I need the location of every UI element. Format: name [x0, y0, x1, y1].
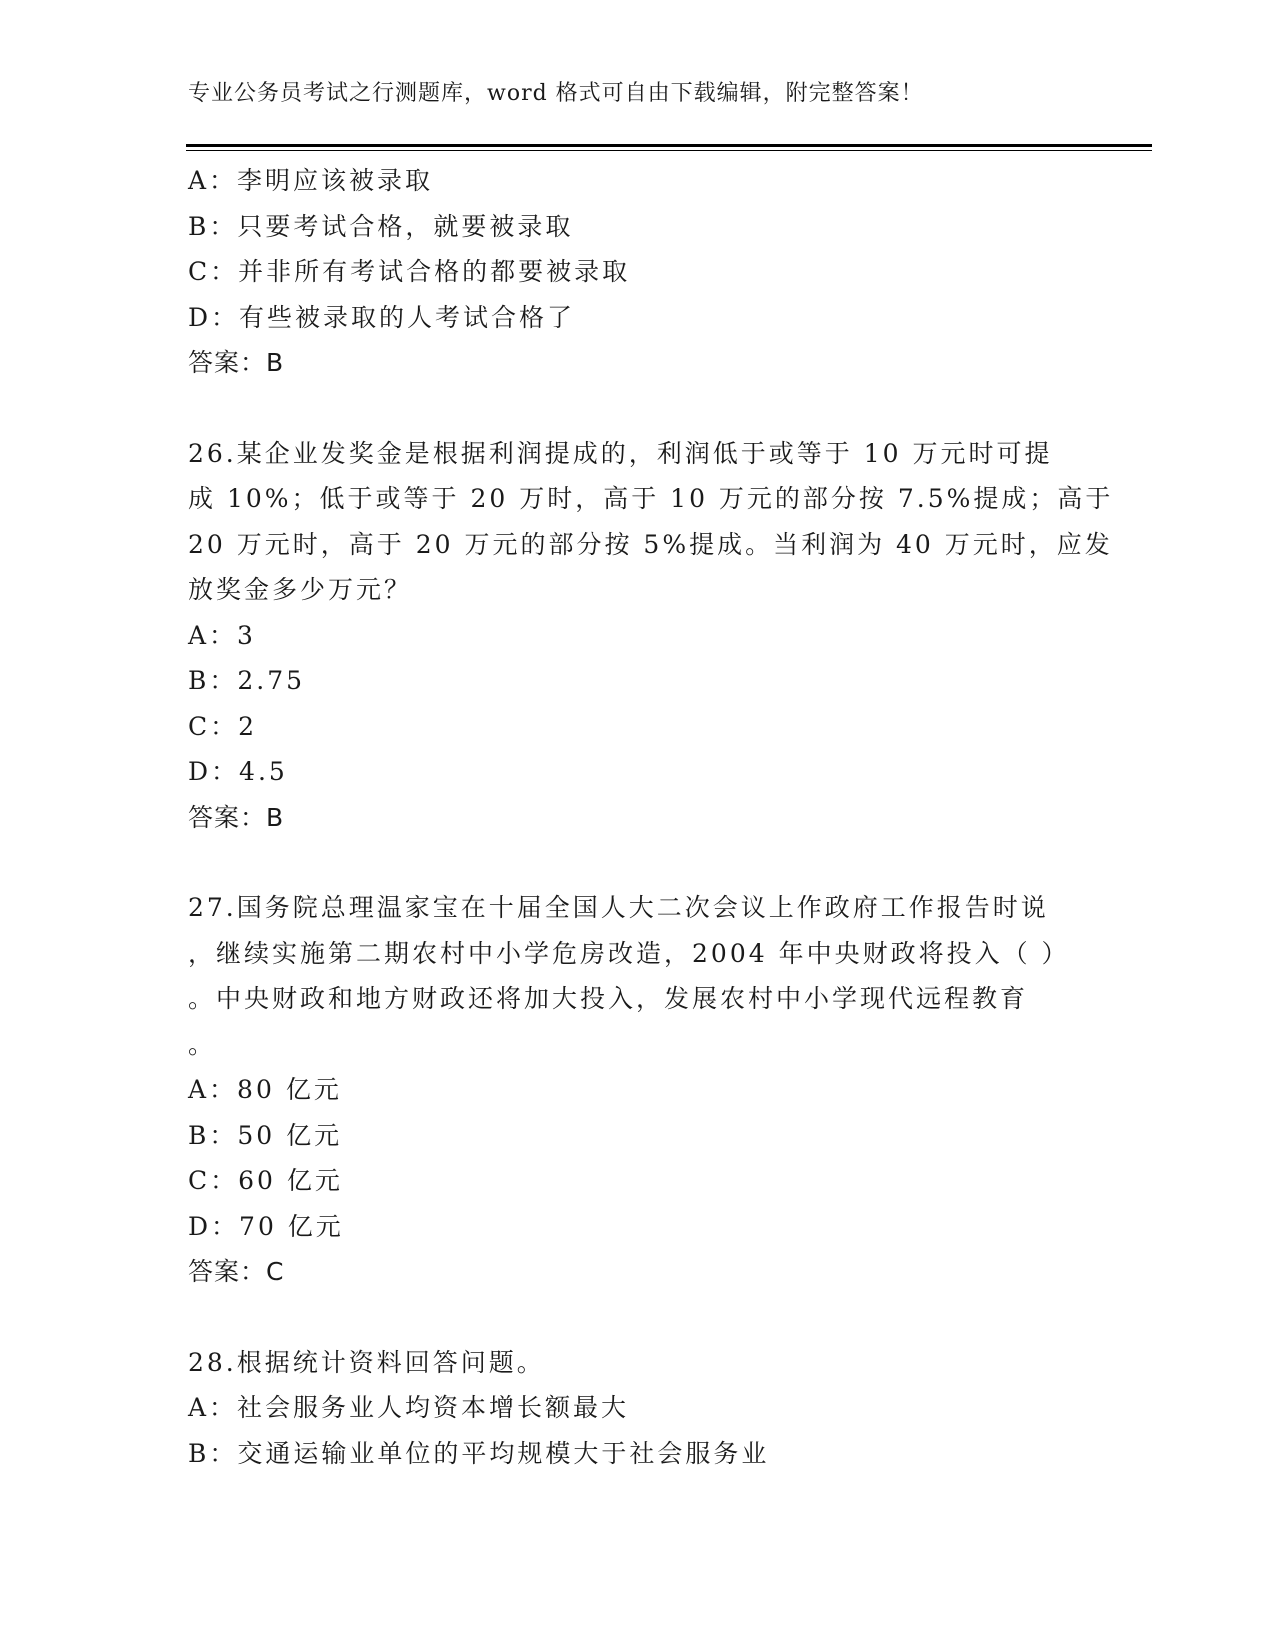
- q27-option-d: D：70 亿元: [188, 1211, 344, 1241]
- q27-stem-line-4: 。: [188, 1029, 217, 1059]
- q28-option-a: A：社会服务业人均资本增长额最大: [188, 1393, 630, 1422]
- q26-stem-line-2: 成 10%；低于或等于 20 万时，高于 10 万元的部分按 7.5%提成；高于: [188, 484, 1114, 513]
- q25-option-a: A：李明应该被录取: [188, 166, 434, 195]
- q25-block: [188, 158, 1088, 386]
- q25-option-c: C：并非所有考试合格的都要被录取: [188, 257, 631, 286]
- header-rule-thick: [186, 144, 1152, 147]
- question-content: [188, 158, 1114, 1476]
- q27-stem-line-2: ，继续实施第二期农村中小学危房改造，2004 年中央财政将投入（ ）: [188, 938, 1070, 968]
- q27-stem-line-3: 。中央财政和地方财政还将加大投入，发展农村中小学现代远程教育: [188, 984, 1029, 1013]
- q28-block: [188, 1340, 1088, 1477]
- q28-stem-line-1: 28.根据统计资料回答问题。: [188, 1347, 545, 1377]
- q26-option-b: B：2.75: [188, 666, 306, 695]
- page-header: 专业公务员考试之行测题库，word 格式可自由下载编辑，附完整答案！: [188, 81, 924, 106]
- q27-option-c: C：60 亿元: [188, 1166, 343, 1195]
- q26-answer: 答案：B: [188, 802, 285, 832]
- q27-option-a: A：80 亿元: [188, 1075, 342, 1104]
- q28-option-b: B：交通运输业单位的平均规模大于社会服务业: [188, 1438, 770, 1468]
- q26-stem-line-1: 26.某企业发奖金是根据利润提成的，利润低于或等于 10 万元时可提: [188, 438, 1053, 468]
- q26-block: [188, 431, 1114, 841]
- q25-option-d: D：有些被录取的人考试合格了: [188, 302, 576, 332]
- header-rule-thin: [186, 150, 1152, 151]
- q25-answer: 答案：B: [188, 348, 285, 377]
- q27-stem-line-1: 27.国务院总理温家宝在十届全国人大二次会议上作政府工作报告时说: [188, 893, 1049, 922]
- q27-answer: 答案：C: [188, 1257, 285, 1286]
- q26-option-d: D：4.5: [188, 757, 288, 786]
- q26-stem-line-4: 放奖金多少万元？: [188, 575, 413, 604]
- q26-option-a: A：3: [188, 620, 256, 650]
- q26-stem-line-3: 20 万元时，高于 20 万元的部分按 5%提成。当利润为 40 万元时，应发: [188, 529, 1113, 559]
- q25-option-b: B：只要考试合格，就要被录取: [188, 211, 574, 241]
- q26-option-c: C：2: [188, 711, 258, 741]
- q27-option-b: B：50 亿元: [188, 1120, 343, 1150]
- q27-block: [188, 885, 1088, 1295]
